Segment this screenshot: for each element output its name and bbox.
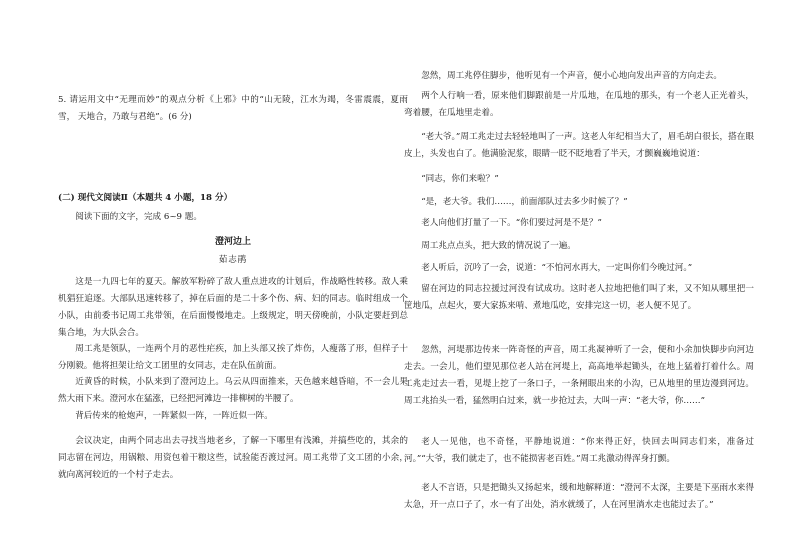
paragraph	[404, 238, 754, 255]
paragraph	[404, 215, 754, 232]
instruction-text: 阅读下面的文字，完成 6~9 题。	[75, 212, 202, 222]
author-name: 茹志鹃	[218, 255, 248, 265]
question-5-text: 5. 请运用文中“无理而妙”的观点分析《上邪》中的“山无陵，江水为竭，冬雷震震，夏雨雪， 天地合，乃敢与君绝”。(6 分)	[58, 95, 408, 122]
paragraph-text: 近黄昏的时候，小队来到了澄河边上。乌云从四面推来，天色越来越昏暗，不一会儿果然大雨下来。澄河水在猛涨，已经把河滩边一排柳树的半腰了。	[58, 377, 408, 404]
section-title-text: (二) 现代文阅读Ⅱ（本题共 4 小题，18 分）	[58, 193, 233, 203]
paragraph-text: 周工兆是领队，一连两个月的恶性疟疾，加上头部又挨了炸伤，人瘦落了形，但样子十分刚毅。他将担架让给文工团里的女同志，走在队伍前面。	[58, 344, 408, 371]
paragraph	[404, 129, 754, 163]
paragraph	[404, 171, 754, 188]
paragraph-text: 留在河边的同志拉援过河没有试成功。这时老人拉地把他们叫了来，又不知从哪里把一筐地瓜，点起火，要大家拣来啃、煮地瓜吃，安排完这一切，老人便不见了。	[404, 284, 754, 311]
passage-title: 澄河边上	[214, 237, 251, 247]
paragraph-text: 忽然，河堤那边传来一阵奇怪的声音，周工兆凝神听了一会，便和小余加快脚步向河边走去。一会儿，他们望见那位老人站在河堤上，高高地举起锄头，在地上猛着打着什么。周工兆走过去一看，见堤上挖了一条口子，一条闸眼出来的小沟，已从地里的里边漫到河边。周工兆抬头一看，猛然明白过来，就一步抢过去，大叫一声：“老大爷，你……”	[404, 345, 754, 406]
paragraph	[404, 194, 754, 211]
question-5	[58, 92, 408, 126]
instruction	[58, 209, 408, 226]
paragraph-text: 会议决定，由两个同志出去寻找当地老乡，了解一下哪里有浅滩，并搞些吃的，其余的同志留在河边，用锅粮、用资包着干粮这些，试验能否渡过河。周工兆带了文工团的小余，就向离河较近的一个村子走去。	[58, 436, 408, 480]
paragraph-text: 两个人行响一看，原来他们脚跟前是一片瓜地，在瓜地的那头，有一个老人正光着头，弯着腰，在瓜地里走着。	[404, 91, 754, 118]
paragraph-text: 这是一九四七年的夏天。解放军粉碎了敌人重点进攻的计划后，作战略性转移。敌人乘机猖狂追逐。大部队迅速转移了，掉在后面的是二十多个伤、病、妇的同志。临时组成一个小队，由前委书记周工兆带领，在后面慢慢地走。上级规定，明天傍晚前，小队定要赶到总集合地，为大队会合。	[58, 277, 408, 338]
paragraph-text: “是，老大爷。我们……，前面部队过去多少时候了？”	[421, 197, 628, 207]
paragraph	[58, 274, 408, 342]
paragraph	[58, 374, 408, 408]
paragraph-text: 忽然，周工兆停住脚步，他听见有一个声音，便小心地向发出声音的方向走去。	[421, 71, 722, 81]
paragraph-text: 老人一见他，也不奇怪，平静地说道：“你来得正好，快回去叫同志们来，准备过河。”“大爷，我们就走了，也不能损害老百姓。”周工兆激动得浑身打颤。	[404, 437, 754, 464]
paragraph-text: “同志，你们来啦？”	[421, 174, 499, 184]
paragraph-text: “老大爷。”周工兆走过去轻轻地叫了一声。这老人年纪相当大了，眉毛胡白很长，搭在眼皮上，头发也白了。他满脸泥浆，眼睛一眨不眨地看了半天，才颤巍巍地说道：	[404, 132, 754, 159]
paragraph-text: 背后传来的枪炮声，一阵紧似一阵，一阵近似一阵。	[75, 411, 273, 421]
paragraph	[404, 88, 754, 122]
paragraph	[404, 281, 754, 315]
paragraph	[404, 68, 754, 85]
paragraph-text: 周工兆点点头，把大致的情况说了一遍。	[421, 241, 576, 251]
paragraph	[58, 408, 408, 425]
author	[58, 253, 408, 265]
paragraph	[404, 260, 754, 277]
paragraph-text: 老人不言语，只是把锄头又扬起来，缓和地解释道：“澄河不太深，主要是下巫雨水来得太急，开一点口子了，水一有了出处，消水就缓了，人在河里淌水走也能过去了。”	[404, 483, 754, 510]
paragraph	[404, 434, 754, 468]
paragraph	[58, 341, 408, 375]
paragraph	[58, 433, 408, 484]
paragraph-text: 老人听后，沉吟了一会，说道：“不怕河水再大，一定叫你们今晚过河。”	[421, 263, 693, 273]
paragraph-text: 老人向他们打量了一下。“你们要过河是不是？”	[421, 218, 602, 228]
paragraph	[404, 480, 754, 514]
paragraph	[404, 342, 754, 410]
section-title	[58, 190, 408, 207]
